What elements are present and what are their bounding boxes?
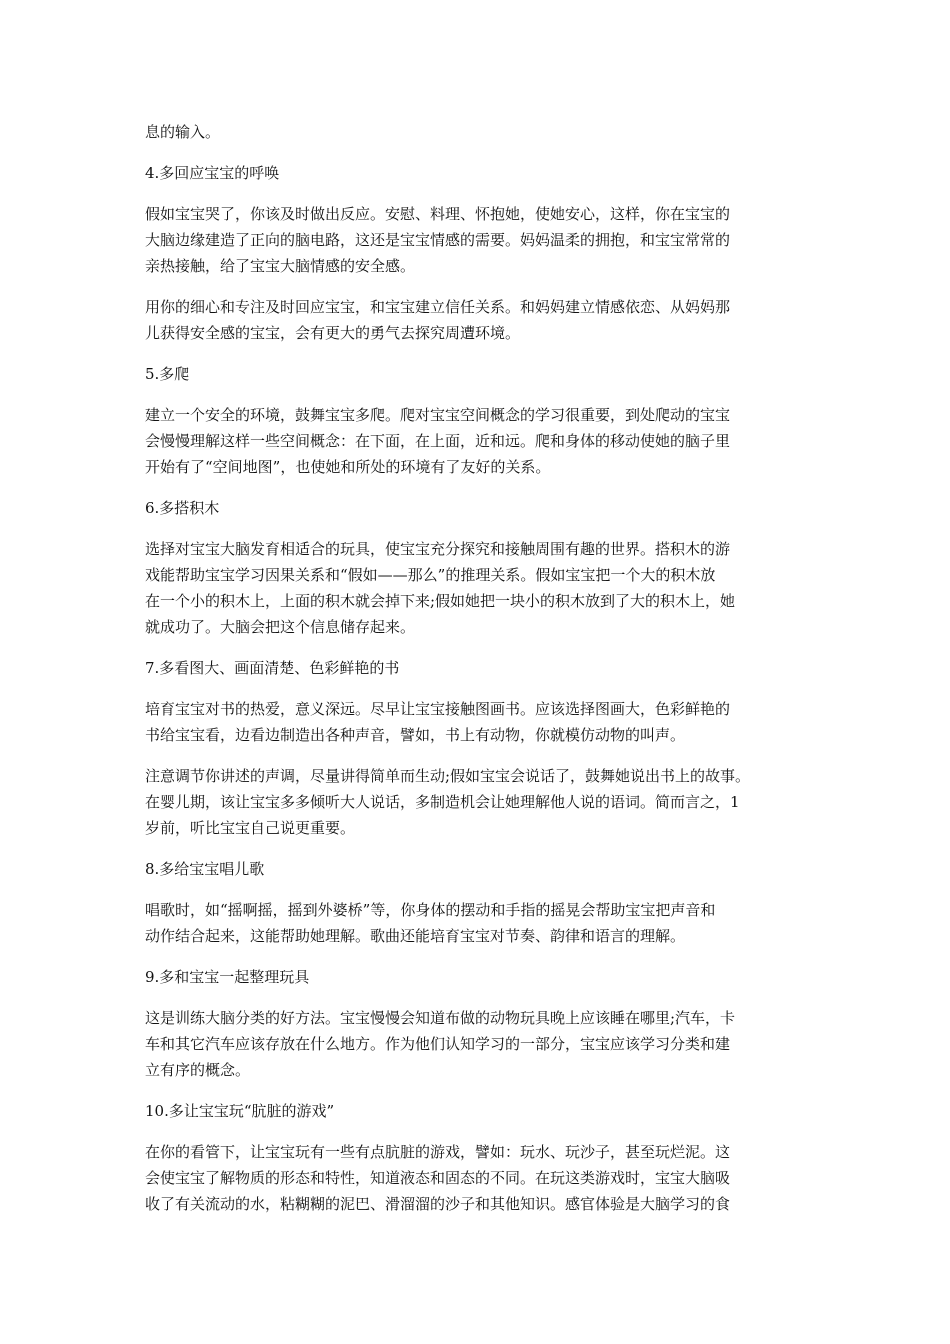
section-heading-7: 7.多看图大、画面清楚、色彩鲜艳的书: [145, 659, 400, 677]
section-heading-5: 5.多爬: [145, 365, 190, 383]
paragraph: 用你的细心和专注及时回应宝宝，和宝宝建立信任关系。和妈妈建立情感依恋、从妈妈那 儿获得安全感的宝宝，会有更大的勇气去探究周遭环境。: [145, 298, 731, 342]
paragraph-intro: 息的输入。: [145, 123, 221, 141]
paragraph: 选择对宝宝大脑发育相适合的玩具，使宝宝充分探究和接触周围有趣的世界。搭积木的游 戏能帮助宝宝学习因果关系和“假如——那么”的推理关系。假如宝宝把一个大的积木放 在一个小的积木上，上面的积木就会掉下来;假如她把一块小的积木放到了大的积木上，她 就成功了。大脑会把这个信息储存起来。: [145, 540, 736, 636]
paragraph: 建立一个安全的环境，鼓舞宝宝多爬。爬对宝宝空间概念的学习很重要，到处爬动的宝宝 会慢慢理解这样一些空间概念：在下面，在上面，近和远。爬和身体的移动使她的脑子里 开始有了“空间地图”，也使她和所处的环境有了友好的关系。: [145, 406, 731, 476]
paragraph: 培育宝宝对书的热爱，意义深远。尽早让宝宝接触图画书。应该选择图画大，色彩鲜艳的 书给宝宝看，边看边制造出各种声音，譬如，书上有动物，你就模仿动物的叫声。: [145, 700, 731, 744]
section-heading-8: 8.多给宝宝唱儿歌: [145, 860, 265, 878]
section-heading-4: 4.多回应宝宝的呼唤: [145, 164, 280, 182]
paragraph: 唱歌时，如“摇啊摇，摇到外婆桥”等，你身体的摆动和手指的摇晃会帮助宝宝把声音和 动作结合起来，这能帮助她理解。歌曲还能培育宝宝对节奏、韵律和语言的理解。: [145, 901, 716, 945]
section-heading-9: 9.多和宝宝一起整理玩具: [145, 968, 310, 986]
paragraph: 注意调节你讲述的声调，尽量讲得简单而生动;假如宝宝会说话了，鼓舞她说出书上的故事。 在婴儿期，该让宝宝多多倾听大人说话，多制造机会让她理解他人说的语词。简而言之，1 岁前，听比宝宝自己说更重要。: [145, 767, 751, 837]
paragraph: 这是训练大脑分类的好方法。宝宝慢慢会知道布做的动物玩具晚上应该睡在哪里;汽车，卡 车和其它汽车应该存放在什么地方。作为他们认知学习的一部分，宝宝应该学习分类和建 立有序的概念。: [145, 1009, 736, 1079]
section-heading-10: 10.多让宝宝玩“肮脏的游戏”: [145, 1102, 335, 1120]
paragraph: 假如宝宝哭了，你该及时做出反应。安慰、料理、怀抱她，使她安心，这样，你在宝宝的 大脑边缘建造了正向的脑电路，这还是宝宝情感的需要。妈妈温柔的拥抱，和宝宝常常的 亲热接触，给了宝宝大脑情感的安全感。: [145, 205, 731, 275]
section-heading-6: 6.多搭积木: [145, 499, 220, 517]
document-page: [145, 119, 811, 1232]
paragraph: 在你的看管下，让宝宝玩有一些有点肮脏的游戏，譬如：玩水、玩沙子，甚至玩烂泥。这 会使宝宝了解物质的形态和特性，知道液态和固态的不同。在玩这类游戏时，宝宝大脑吸 收了有关流动的水，粘糊糊的泥巴、滑溜溜的沙子和其他知识。感官体验是大脑学习的食: [145, 1143, 731, 1213]
